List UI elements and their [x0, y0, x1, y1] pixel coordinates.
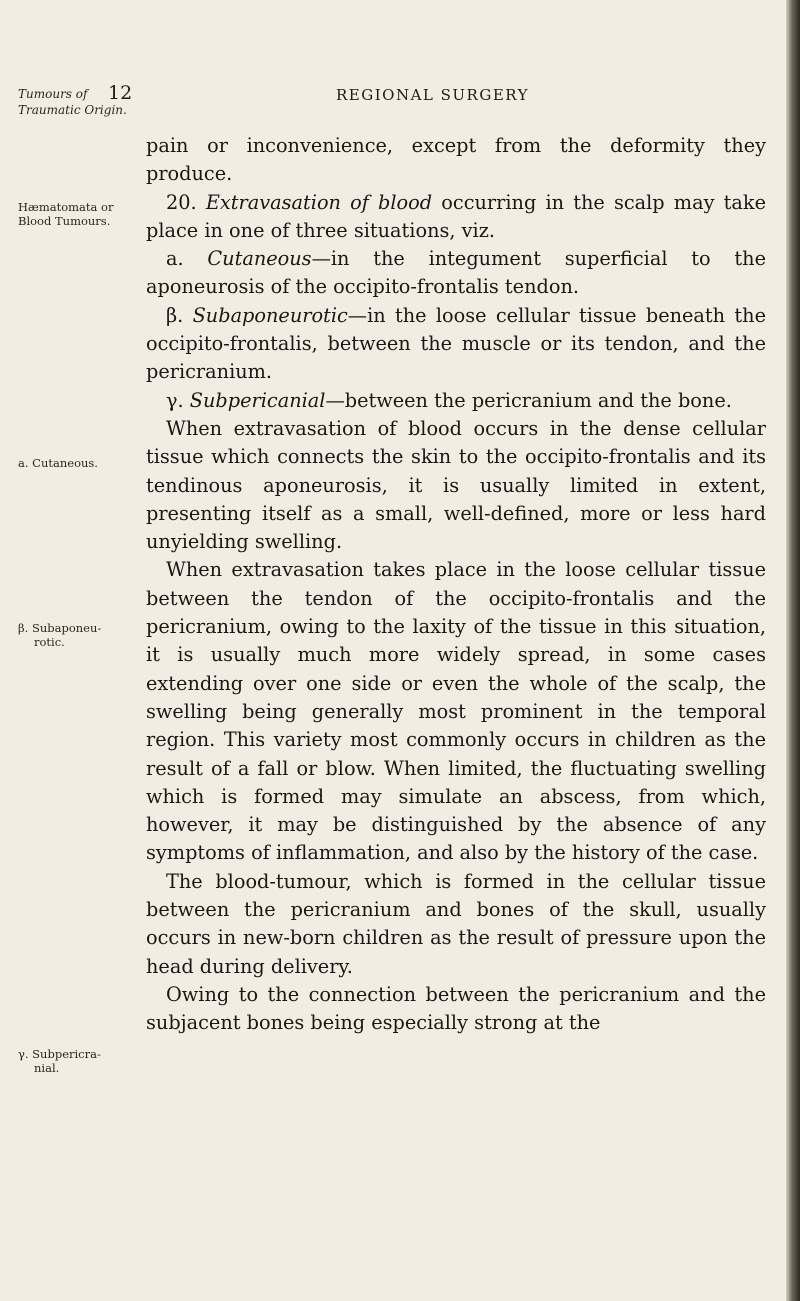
running-head [0, 82, 800, 117]
margin-note-subpericranial [18, 1047, 136, 1075]
subsection-label: β. [166, 303, 184, 327]
paragraph-subaponeurotic: When extravasation takes place in the loose cellular tissue between the tendon of the occipito-frontalis and the pericranium, owing to the laxity of the tissue in this situation, it is usually much more widely spread, in some cases extending over one side or even the whole of the scalp, the swelling being generally most prominent in the temporal region. This variety most commonly occurs in children as the result of a fall or blow. When limited, the fluctuating swelling which is formed may simulate an abscess, from which, however, it may be distinguished by the absence of any symptoms of inflammation, and also by the history of the case. [146, 558, 766, 865]
page-number: 12 [108, 82, 133, 104]
section-20 [146, 189, 766, 246]
margin-note-line: Hæmatomata or [18, 200, 114, 214]
subsection-title: Subpericanial [189, 388, 326, 412]
margin-note-line: γ. Subpericra- [18, 1047, 101, 1061]
margin-note-line: a. Cutaneous. [18, 456, 98, 470]
subsection-text: —in the integument superficial to the aponeurosis of the occipito-frontalis tendon. [146, 247, 766, 299]
subsection-label: γ. [166, 388, 184, 412]
subsection-subaponeurotic [146, 302, 766, 387]
paragraph-cutaneous: When extravasation of blood occurs in the dense cellular tissue which connects the skin to the occipito-frontalis and its tendinous aponeurosis, it is usually limited in extent, presenting itself as a small, well-defined, more or less hard unyielding swelling. [146, 416, 766, 554]
margin-note-line: rotic. [34, 635, 65, 649]
margin-note-cutaneous [18, 456, 136, 470]
margin-note-line: Blood Tumours. [18, 214, 111, 228]
subsection-title: Cutaneous [207, 247, 312, 271]
subsection-title: Subaponeurotic [192, 303, 348, 327]
margin-note-haematomata [18, 200, 136, 228]
page-title: REGIONAL SURGERY [336, 86, 530, 104]
subsection-subpericranial [146, 387, 766, 415]
section-text: occurring in the scalp may take place in one of three situations, viz. [146, 190, 766, 242]
section-number: 20. [166, 190, 197, 214]
margin-note-line: nial. [34, 1061, 60, 1075]
page-binding-edge [786, 0, 800, 1301]
subsection-text: —in the loose cellular tissue beneath the occipito-frontalis, between the muscle or its tendon, and the pericranium. [146, 303, 766, 384]
side-title-line2: Traumatic Origin. [18, 103, 127, 117]
subsection-cutaneous [146, 245, 766, 302]
margin-note-subaponeurotic [18, 621, 136, 649]
subsection-text: —between the pericranium and the bone. [325, 388, 732, 412]
side-title-line1: Tumours of [18, 87, 88, 101]
paragraph-continuation: pain or inconvenience, except from the deformity they produce. [146, 134, 766, 186]
margin-note-line: β. Subaponeu- [18, 621, 102, 635]
subsection-label: a. [166, 247, 184, 271]
paragraph-subpericranial: The blood-tumour, which is formed in the cellular tissue between the pericranium and bones of the skull, usually occurs in new-born children as the result of pressure upon the head during delivery. [146, 869, 766, 978]
paragraph-owing: Owing to the connection between the pericranium and the subjacent bones being especially strong at the [146, 982, 766, 1035]
section-title: Extravasation of blood [205, 190, 433, 214]
body-text [146, 132, 766, 1038]
